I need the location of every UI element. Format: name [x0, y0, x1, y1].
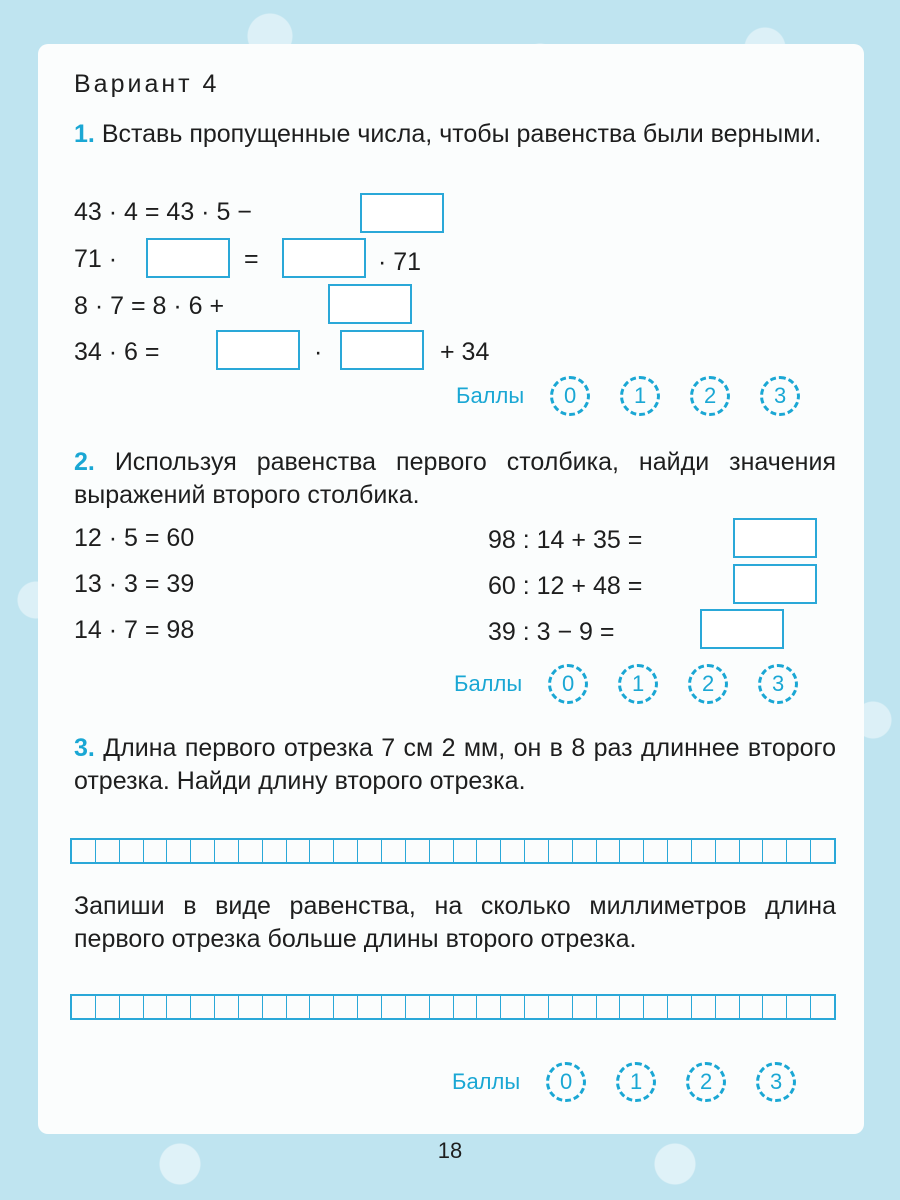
task-1-prompt	[74, 118, 836, 151]
score-row-2	[454, 664, 828, 704]
task-1-eq-2c: · 71	[378, 248, 422, 276]
score-row-3	[452, 1062, 826, 1102]
score-option-3[interactable]: 3	[756, 1062, 796, 1102]
answer-box-1-3[interactable]	[328, 284, 412, 324]
task-1-eq-2b: =	[244, 245, 259, 273]
score-option-1[interactable]: 1	[616, 1062, 656, 1102]
task-2-right-1: 98 : 14 + 35 =	[488, 526, 643, 554]
task-1-text: Вставь пропущенные числа, чтобы равенства были верными.	[101, 120, 822, 148]
task-1-eq-1: 43 · 4 = 43 · 5 −	[74, 198, 252, 226]
answer-strip-2[interactable]	[70, 994, 836, 1020]
task-2-right-2: 60 : 12 + 48 =	[488, 572, 643, 600]
score-option-0[interactable]: 0	[548, 664, 588, 704]
score-option-3[interactable]: 3	[760, 376, 800, 416]
score-label: Баллы	[454, 671, 523, 696]
task-1-number: 1.	[74, 120, 95, 148]
task-1-eq-4a: 34 · 6 =	[74, 338, 160, 366]
answer-box-2-2[interactable]	[733, 564, 817, 604]
page-number: 18	[437, 1138, 463, 1163]
score-option-2[interactable]: 2	[690, 376, 730, 416]
answer-strip-1[interactable]	[70, 838, 836, 864]
score-label: Баллы	[456, 383, 525, 408]
score-option-1[interactable]: 1	[618, 664, 658, 704]
answer-box-1-4b[interactable]	[340, 330, 424, 370]
task-2-text: Используя равенства первого столбика, найди значения выражений второго столбика.	[74, 448, 836, 509]
answer-box-1-2b[interactable]	[282, 238, 366, 278]
task-3-number: 3.	[74, 734, 95, 762]
score-label: Баллы	[452, 1069, 521, 1094]
task-1-eq-2a: 71 ·	[74, 245, 118, 273]
task-1-eq-3: 8 · 7 = 8 · 6 +	[74, 292, 225, 320]
answer-box-1-2a[interactable]	[146, 238, 230, 278]
answer-box-2-1[interactable]	[733, 518, 817, 558]
task-1-eq-4b: ·	[314, 338, 323, 366]
score-option-2[interactable]: 2	[688, 664, 728, 704]
answer-box-2-3[interactable]	[700, 609, 784, 649]
score-option-2[interactable]: 2	[686, 1062, 726, 1102]
answer-box-1-4a[interactable]	[216, 330, 300, 370]
task-3-prompt-2: Запиши в виде равенства, на сколько миллиметров длина первого отрезка больше длины второго отрезка.	[74, 892, 836, 953]
task-2-left-3: 14 · 7 = 98	[74, 616, 195, 644]
task-1-eq-4c: + 34	[440, 338, 490, 366]
task-2-left-1: 12 · 5 = 60	[74, 524, 195, 552]
task-2-right-3: 39 : 3 − 9 =	[488, 618, 615, 646]
task-2-left-2: 13 · 3 = 39	[74, 570, 195, 598]
score-option-1[interactable]: 1	[620, 376, 660, 416]
task-3-text: Длина первого отрезка 7 см 2 мм, он в 8 раз длиннее второго отрезка. Найди длину второго отрезка.	[74, 734, 836, 795]
task-2-prompt	[74, 446, 836, 512]
task-2-number: 2.	[74, 448, 95, 476]
score-row-1	[456, 376, 830, 416]
score-option-3[interactable]: 3	[758, 664, 798, 704]
score-option-0[interactable]: 0	[550, 376, 590, 416]
variant-title: Вариант 4	[74, 70, 220, 98]
task-3-prompt	[74, 732, 836, 798]
score-option-0[interactable]: 0	[546, 1062, 586, 1102]
answer-box-1-1[interactable]	[360, 193, 444, 233]
